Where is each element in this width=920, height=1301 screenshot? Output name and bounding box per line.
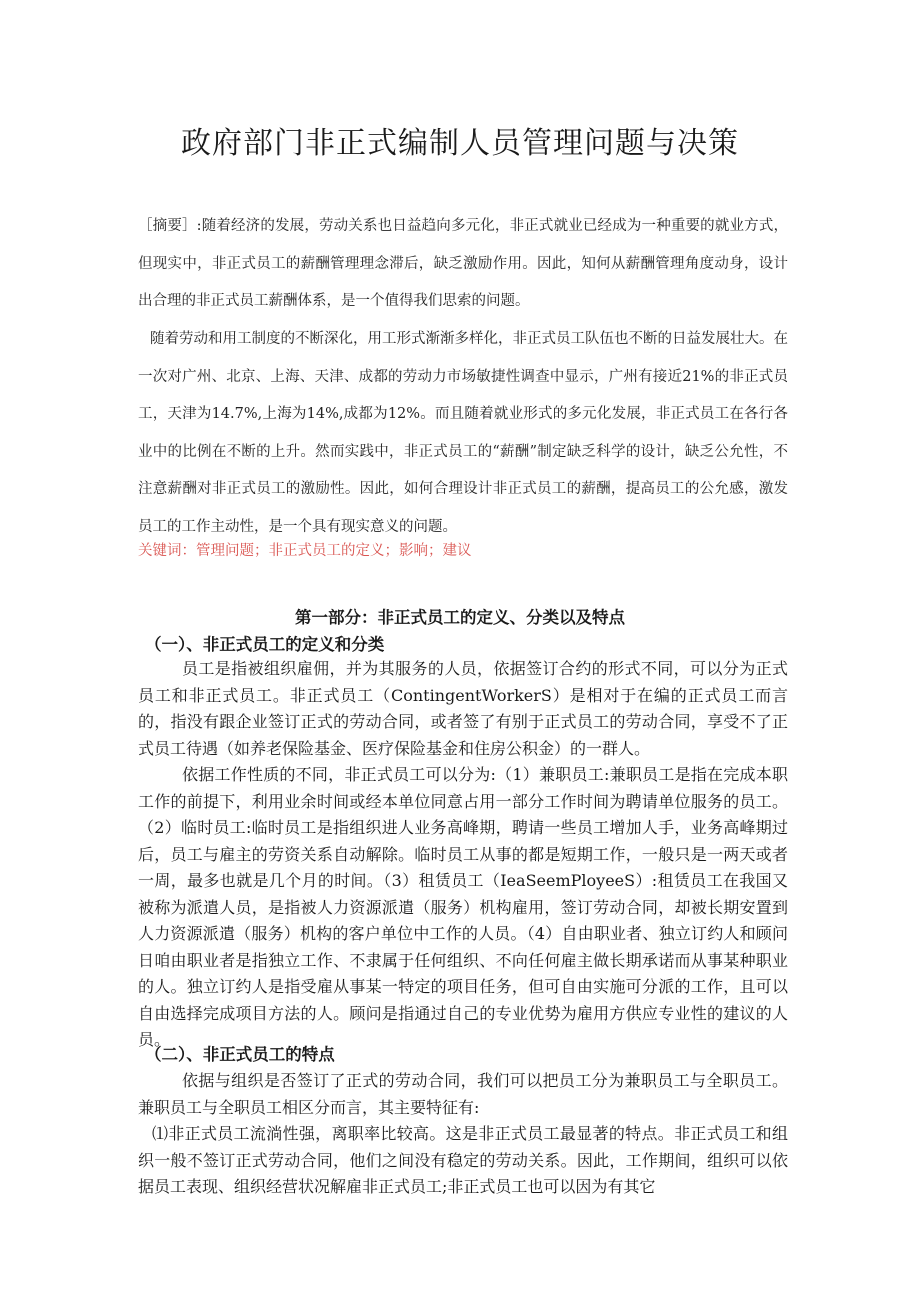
part1-heading: 第一部分：非正式员工的定义、分类以及特点 bbox=[295, 609, 625, 627]
abstract-block bbox=[138, 208, 788, 321]
section2-body bbox=[138, 1068, 788, 1201]
section2-heading: （二）、非正式员工的特点 bbox=[145, 1046, 335, 1064]
section1-paragraph-2: 依据工作性质的不同，非正式员工可以分为:（1）兼职员工:兼职员工是指在完成本职工作的前提下，利用业余时间或经本单位同意占用一部分工作时间为聘请单位服务的员工。（2）临时员工:临时员工是指组织进人业务高峰期，聘请一些员工增加人手，业务高峰期过后，员工与雇主的劳资关系自动解除。临时员工从事的都是短期工作，一般只是一两天或者一周，最多也就是几个月的时间。（3）租赁员工（IeaSeemPloyeeS）:租赁员工在我国又被称为派遣人员，是指被人力资源派遣（服务）机构雇用，签订劳动合同，却被长期安置到人力资源派遣（服务）机构的客户单位中工作的人员。（4）自由职业者、独立订约人和顾问日咱由职业者是指独立工作、不隶属于任何组织、不向任何雇主做长期承诺而从事某种职业的人。独立订约人是指受雇从事某一特定的项目任务，但可自由实施可分派的工作，且可以自由选择完成项目方法的人。顾问是指通过自己的专业优势为雇用方供应专业性的建议的人员。 bbox=[138, 765, 788, 1049]
abstract-paragraph: ［摘要］:随着经济的发展，劳动关系也日益趋向多元化，非正式就业已经成为一种重要的就业方式，但现实中，非正式员工的薪酬管理理念滞后，缺乏激励作用。因此，知何从薪酬管理角度动身，设计出合理的非正式员工薪酬体系，是一个值得我们思索的问题。 bbox=[138, 218, 788, 309]
section1-paragraph-1: 员工是指被组织雇佣，并为其服务的人员，依据签订合约的形式不同，可以分为正式员工和非正式员工。非正式员工（ContingentWorkerS）是相对于在编的正式员工而言的，指没有跟企业签订正式的劳动合同，或者签了有别于正式员工的劳动合同，享受不了正式员工待遇（如养老保险基金、医疗保险基金和住房公积金）的一群人。 bbox=[138, 659, 788, 758]
section1-body bbox=[138, 656, 788, 1054]
section2-paragraph-1: 依据与组织是否签订了正式的劳动合同，我们可以把员工分为兼职员工与全职员工。兼职员工与全职员工相区分而言，其主要特征有: bbox=[138, 1071, 788, 1117]
document-title: 政府部门非正式编制人员管理问题与决策 bbox=[181, 126, 739, 161]
keywords-line: 关键词：管理问题；非正式员工的定义；影响；建议 bbox=[138, 543, 472, 559]
intro-paragraph: 随着劳动和用工制度的不断深化，用工形式渐渐多样化，非正式员工队伍也不断的日益发展壮大。在一次对广州、北京、上海、天津、成都的劳动力市场敏捷性调查中显示，广州有接近21%的非正式员工，天津为14.7%,上海为14%,成都为12%。而且随着就业形式的多元化发展，非正式员工在各行各业中的比例在不断的上升。然而实践中，非正式员工的“薪酬”制定缺乏科学的设计，缺乏公允性，不注意薪酬对非正式员工的激励性。因此，如何合理设计非正式员工的薪酬，提高员工的公允感，激发员工的工作主动性，是一个具有现实意义的问题。 bbox=[138, 331, 788, 535]
section2-paragraph-2: ⑴非正式员工流淌性强，离职率比较高。这是非正式员工最显著的特点。非正式员工和组织一般不签订正式劳动合同，他们之间没有稳定的劳动关系。因此，工作期间，组织可以依据员工表现、组织经营状况解雇非正式员工;非正式员工也可以因为有其它 bbox=[138, 1124, 788, 1196]
section1-heading: （一）、非正式员工的定义和分类 bbox=[145, 636, 385, 654]
intro-block bbox=[138, 321, 788, 546]
